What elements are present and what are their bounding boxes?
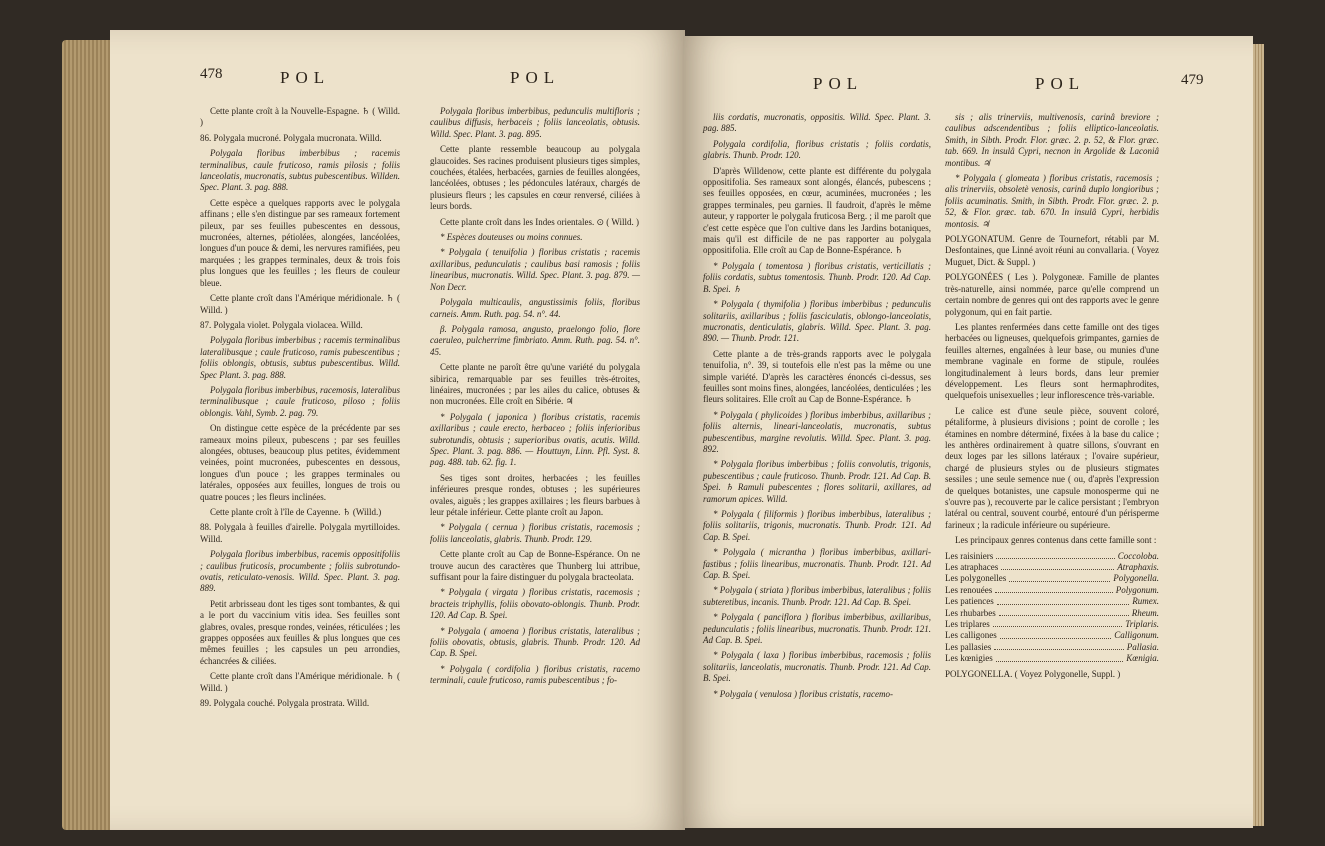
genus-french-name: Les patiences — [945, 596, 994, 607]
right-header-b: POL — [1035, 74, 1086, 93]
genus-latin-name: Kœnigia. — [1126, 653, 1159, 664]
left-col2-paragraph: Cette plante ne paroît être qu'une variété du polygala sibirica, remarquable par ses feuilles très-étroites, linéaires, mucronées ; par les ailes du calice, obtuses & non mucronées. Elle croît en Sibérie. ♃ — [430, 362, 640, 407]
left-col2-paragraph: * Espèces douteuses ou moins connues. — [440, 232, 583, 243]
leader-dots — [999, 608, 1129, 616]
genera-row — [945, 630, 1159, 641]
left-col2-paragraph: Cette plante croît dans les Indes orientales. ⊙ ( Willd. ) — [440, 216, 639, 227]
genera-row — [945, 573, 1159, 584]
genus-french-name: Les atraphaces — [945, 562, 999, 573]
right-col1-paragraph: D'après Willdenow, cette plante est différente du polygala oppositifolia. Ses rameaux sont alongés, élancés, pubescens ; ses feuilles opposées, en cœur, acuminées, mucronées ; les grappes terminales, peu garnies. Il faudroit, d'après le même auteur, y rapporter le polygala fruticosa Berg. ; il me paroît que c'est cette espèce que l'on cultive dans les Jardins botaniques, mais qu'il est difficile de ne pas rapporter au polygala oppositifolia. Elle croît au Cap de Bonne-Espérance. ♄ — [703, 165, 931, 256]
right-column-2 — [945, 112, 1159, 684]
genus-latin-name: Pallasia. — [1126, 641, 1159, 652]
genus-french-name: Les renouées — [945, 584, 993, 595]
leader-dots — [1000, 630, 1112, 638]
right-col1-paragraph: Cette plante a de très-grands rapports avec le polygala tenuifolia, n°. 39, si toutefois elle n'est pas la même ou une simple variété. D'après les caractères énoncés ci-dessus, ses feuilles sont moins fines, alongées, lancéolées, denticulées ; les fleurs solitaires. Elle croît au Cap de Bonne-Espérance. ♄ — [703, 348, 931, 405]
genus-latin-name: Coccoloba. — [1117, 550, 1159, 561]
leader-dots — [995, 585, 1113, 593]
genus-latin-name: Rumex. — [1132, 596, 1159, 607]
right-col1-paragraph: * Polygala ( laxa ) floribus imberbibus, racemosis ; foliis solitariis, lanceolatis, mucronatis. Thunb. Prodr. 121. Ad Cap. B. Spei. — [703, 650, 931, 684]
right-column-1 — [703, 112, 931, 704]
left-header-b: POL — [510, 68, 561, 87]
leader-dots — [1001, 562, 1114, 570]
left-col1-paragraph: Petit arbrisseau dont les tiges sont tombantes, & qui a le port du vaccinium vitis idea. Ses feuilles sont glabres, ovales, presque rondes, veinées, réticulées ; les grappes opposées aux feuilles & plus longues que ces mêmes feuilles ; les capsules un peu arrondies, échancrées & ciliées. — [200, 598, 400, 666]
right-col2-paragraph: Le calice est d'une seule pièce, souvent coloré, pétaliforme, à plusieurs divisions ; point de corolle ; les étamines en nombre déterminé, fixées à la base du calice ; les anthères ordinairement à quatre sillons, s'ouvrant en deux loges par les sillons latéraux ; l'ovaire supérieur, chargé de plusieurs styles ou de plusieurs stigmates sessiles ; une seule semence nue ( ou, d'après l'expression de quelques botanistes, une capsule monosperme qui ne s'ouvre pas ), recouverte par le calice persistant ; l'embryon latéral ou central, souvent courbé, entouré d'un périsperme farineux ; la radicule inférieure ou supérieure. — [945, 405, 1159, 530]
left-col1-paragraph: Cette plante croît à la Nouvelle-Espagne. ♄ ( Willd. ) — [200, 106, 400, 128]
leader-dots — [996, 653, 1123, 661]
left-col1-paragraph: Cette espèce a quelques rapports avec le polygala affinans ; elle s'en distingue par ses rameaux fortement pileux, par ses feuilles pubescentes en dessous, mucronées, alternes, pétiolées, alongées, lancéolées, longues d'un pouce & demi, les nervures ramifiées, peu marquées ; les grappes terminales, deux & trois fois plus longues que les feuilles ; les fleurs de couleur bleue. — [200, 197, 400, 288]
leader-dots — [993, 619, 1122, 627]
right-page-number: 479 — [1181, 72, 1204, 88]
right-col1-paragraph: * Polygala ( striata ) floribus imberbibus, lateralibus ; foliis subteretibus, incanis. Thunb. Prodr. 121. Ad Cap. B. Spei. — [703, 585, 931, 607]
right-col2-paragraph: POLYGONÉES ( Les ). Polygoneæ. Famille de plantes très-naturelle, ainsi nommée, parce qu'elle comprend un certain nombre de genres qui ont des rapports avec le genre polygonum, qui en fait partie. — [945, 272, 1159, 317]
left-col2-paragraph: Ses tiges sont droites, herbacées ; les feuilles inférieures presque rondes, obtuses ; les supérieures ovales, aiguës ; les grappes axillaires ; les fleurs barbues à leur pétale inférieur. Cette plante croît au Japon. — [430, 472, 640, 517]
genus-latin-name: Triplaris. — [1125, 619, 1159, 630]
right-col2-paragraph: * Polygala ( glomeata ) floribus cristatis, racemosis ; alis trinerviis, obsoletè venosis, carinâ duplo longioribus ; foliis acuminatis. Smith, in Sibth. Prodr. Flor. græc. 2. p. 52, & Flor. græc. tab. 670. In insulâ Cypri, herbidis montosis. ♃ — [945, 173, 1159, 229]
leader-dots — [996, 551, 1115, 559]
genus-french-name: Les pallasies — [945, 641, 992, 652]
genus-french-name: Les raisiniers — [945, 550, 994, 561]
right-col2-paragraph: POLYGONATUM. Genre de Tournefort, rétabli par M. Desfontaines, que Linné avoit réuni au convallaria. ( Voyez Muguet, Dict. & Suppl. ) — [945, 234, 1159, 267]
genus-latin-name: Rheum. — [1131, 607, 1159, 618]
left-col1-paragraph: 88. Polygala à feuilles d'airelle. Polygala myrtilloides. Willd. — [200, 522, 400, 544]
genera-row — [945, 585, 1159, 596]
genera-row — [945, 608, 1159, 619]
genus-french-name: Les calligones — [945, 630, 997, 641]
right-col1-paragraph: * Polygala ( phylicoides ) floribus imberbibus, axillaribus ; foliis alternis, lineari-lanceolatis, mucronatis, subtus pubescentibus, margine revolutis. Willd. Spec. Plant. 3. pag. 892. — [703, 409, 931, 454]
left-col1-paragraph: 89. Polygala couché. Polygala prostrata. Willd. — [200, 698, 370, 709]
right-page — [683, 36, 1253, 828]
right-header-a: POL — [813, 74, 864, 93]
left-col1-paragraph: Polygala floribus imberbibus, racemis oppositifoliis ; caulibus fruticosis, procumbente ; foliis subrotundo-ovatis, reticulato-venosis. Willd. Spec. Plant. 3. pag. 889. — [200, 549, 400, 594]
right-col1-paragraph: * Polygala ( filiformis ) floribus imberbibus, lateralibus ; foliis solitariis, trigonis, mucronatis. Thunb. Prodr. 121. Ad Cap. B. Spei. — [703, 509, 931, 542]
left-col1-paragraph: On distingue cette espèce de la précédente par ses rameaux moins pileux, pubescens ; par ses feuilles alongées, obtuses, beaucoup plus petites, évidemment veinées, point mucronées, pubescentes en dessous, longues d'un pouce ; les grappes terminales ou latérales, opposées aux feuilles, longues de trois ou quatre pouces ; les fleurs inclinées. — [200, 423, 400, 502]
genera-row — [945, 551, 1159, 562]
left-col1-paragraph: Cette plante croît dans l'Amérique méridionale. ♄ ( Willd. ) — [200, 671, 400, 693]
left-col2-paragraph: * Polygala ( amoena ) floribus cristatis, lateralibus ; foliis obovatis, obtusis, glabris. Thunb. Prodr. 120. Ad Cap. B. Spei. — [430, 625, 640, 659]
right-col1-paragraph: * Polygala ( panciflora ) floribus imberbibus, axillaribus, pedunculatis ; foliis linearibus, mucronatis. Thunb. Prodr. 121. Ad Cap. B. Spei. — [703, 612, 931, 646]
genus-french-name: Les triplares — [945, 619, 990, 630]
left-col2-paragraph: β. Polygala ramosa, angusto, praelongo folio, flore caeruleo, pulcherrime fimbriato. Amm. Ruth. pag. 54. n°. 45. — [430, 323, 640, 357]
left-col2-paragraph: * Polygala ( virgata ) floribus cristatis, racemosis ; bracteis triphyllis, foliis obovato-oblongis. Thunb. Prodr. 120. Ad Cap. B. Spei. — [430, 587, 640, 621]
left-col2-paragraph: * Polygala ( cernua ) floribus cristatis, racemosis ; foliis lanceolatis, glabris. Thunb. Prodr. 129. — [430, 522, 640, 544]
right-col1-paragraph: liis cordatis, mucronatis, oppositis. Willd. Spec. Plant. 3. pag. 885. — [703, 112, 931, 134]
left-col2-paragraph: Cette plante ressemble beaucoup au polygala glaucoides. Ses racines produisent plusieurs tiges simples, couchées, étalées, herbacées, garnies de feuilles alongées, lancéolées, obtuses ; les pédoncules latéraux, chargés de plusieurs fleurs ; les capsules en cœur renversé, ciliées à leurs bords. — [430, 144, 640, 212]
left-col1-paragraph: Cette plante croît dans l'Amérique méridionale. ♄ ( Willd. ) — [200, 293, 400, 315]
polygonella-entry: POLYGONELLA. ( Voyez Polygonelle, Suppl. ) — [945, 668, 1121, 679]
genus-latin-name: Calligonum. — [1114, 630, 1159, 641]
left-page — [110, 30, 685, 830]
left-column-2 — [430, 106, 640, 691]
left-page-number: 478 — [200, 66, 223, 82]
right-col2-paragraph: sis ; alis trinerviis, multivenosis, carinâ breviore ; caulibus adscendentibus ; foliis elliptico-lanceolatis. Smith, in Sibth. Prodr. Flor. græc. 2. p. 52, & Flor. græc. tab. 669. In insulâ Cypri, necnon in Argolide & Laconiâ montibus. ♃ — [945, 112, 1159, 168]
genera-row — [945, 596, 1159, 607]
right-col1-paragraph: * Polygala ( micrantha ) floribus imberbibus, axillari-fastibus ; foliis linearibus, mucronatis. Thunb. Prodr. 121. Ad Cap. B. Spei. — [703, 547, 931, 581]
leader-dots — [997, 596, 1130, 604]
left-col1-paragraph: Cette plante croît à l'île de Cayenne. ♄ (Willd.) — [210, 507, 382, 517]
genus-latin-name: Polygonella. — [1113, 573, 1159, 584]
left-col2-paragraph: Polygala multicaulis, angustissimis foliis, floribus carneis. Amm. Ruth. pag. 54. n°. 44. — [430, 297, 640, 319]
left-col1-paragraph: 87. Polygala violet. Polygala violacea. Willd. — [200, 319, 363, 330]
left-col2-paragraph: * Polygala ( cordifolia ) floribus cristatis, racemo terminali, caule fruticoso, ramis pubescentibus ; fo- — [430, 663, 640, 686]
left-col2-paragraph: Cette plante croît au Cap de Bonne-Espérance. On ne trouve aucun des caractères que Thunberg lui attribue, suffisant pour la faire distinguer du polygala bracteolata. — [430, 549, 640, 583]
right-col1-paragraph: * Polygala floribus imberbibus ; foliis convolutis, trigonis, pubescentibus ; caule fruticoso. Thunb. Prodr. 121. Ad Cap. B. Spei. ♄ Ramuli pubescentes ; flores solitarii, axillares, ad ramorum apices. Willd. — [703, 459, 931, 504]
genus-french-name: Les kœnigies — [945, 653, 993, 664]
genus-french-name: Les polygonelles — [945, 573, 1007, 584]
left-col2-paragraph: Polygala floribus imberbibus, pedunculis multifloris ; caulibus diffusis, herbaceis ; foliis lanceolatis, obtusis. Willd. Spec. Plant. 3. pag. 895. — [430, 106, 640, 139]
genus-french-name: Les rhubarbes — [945, 607, 996, 618]
right-col2-paragraph: Les plantes renfermées dans cette famille ont des tiges herbacées ou ligneuses, quelquefois grimpantes, garnies de feuilles alternes, engaînées à leur base, ou munies d'une membrane vaginale en forme de stipule, roulées longitudinalement à leurs bords, dans leur premier développement. Les fleurs sont hermaphrodites, quelquefois unisexuelles ; leur inflorescence très-variable. — [945, 321, 1159, 401]
leader-dots — [1009, 573, 1110, 581]
right-col2-paragraph: Les principaux genres contenus dans cette famille sont : — [955, 535, 1157, 546]
right-col1-paragraph: Polygala cordifolia, floribus cristatis ; foliis cordatis, glabris. Thunb. Prodr. 120. — [703, 138, 931, 161]
left-col1-paragraph: Polygala floribus imberbibus, racemosis, lateralibus terminalibusque ; caule fruticoso, piloso ; foliis oblongis. Vahl, Symb. 2. pag. 79. — [200, 384, 400, 418]
left-header-a: POL — [280, 68, 331, 87]
genus-latin-name: Polygonum. — [1115, 584, 1159, 595]
left-col2-paragraph: * Polygala ( tenuifolia ) floribus cristatis ; racemis axillaribus, pedunculatis ; caulibus basi ramosis ; foliis linearibus, mucronatis. Willd. Spec. Plant. 3. pag. 879. — Non Decr. — [430, 247, 640, 292]
genera-row — [945, 642, 1159, 653]
genera-row — [945, 562, 1159, 573]
genera-list — [945, 551, 1159, 665]
right-col1-paragraph: * Polygala ( tomentosa ) floribus cristatis, verticillatis ; foliis cordatis, subtus tomentosis. Thunb. Prodr. 120. Ad Cap. B. Spei. ♄ — [703, 260, 931, 294]
genera-row — [945, 619, 1159, 630]
right-col1-paragraph: * Polygala ( thymifolia ) floribus imberbibus ; pedunculis solitariis, axillaribus ; foliis fasciculatis, oblongo-lanceolatis, mucronatis, denticulatis, glabris. Willd. Spec. Plant. 3. pag. 890. — Thunb. Prodr. 121. — [703, 299, 931, 344]
book-edge-left — [62, 40, 114, 830]
left-column-1 — [200, 106, 400, 714]
left-col1-paragraph: Polygala floribus imberbibus ; racemis terminalibus lateralibusque ; caule fruticoso, ramis pubescentibus ; foliis oblongis, obtusis, subtus pubescentibus. Willd. Spec Plant. 3. pag. 888. — [200, 335, 400, 380]
genus-latin-name: Atraphaxis. — [1117, 562, 1159, 573]
genera-row — [945, 653, 1159, 664]
left-col1-paragraph: Polygala floribus imberbibus ; racemis terminalibus, caule fruticoso, ramis pilosis ; foliis lanceolatis, mucronatis, subtus pubescentibus. Willden. Spec. Plant. 3. pag. 888. — [200, 148, 400, 193]
left-col1-paragraph: 86. Polygala mucroné. Polygala mucronata. Willd. — [200, 132, 382, 143]
right-col1-paragraph: * Polygala ( venulosa ) floribus cristatis, racemo- — [713, 688, 893, 699]
leader-dots — [994, 642, 1123, 650]
left-col2-paragraph: * Polygala ( japonica ) floribus cristatis, racemis axillaribus ; caule erecto, herbaceo ; foliis inferioribus subrotundis, obtusis ; superioribus ovatis, acutis. Willd. Spec. Plant. 3. pag. 886. — Houttuyn, Linn. Pfl. Syst. 8. pag. 488. tab. 62. fig. 1. — [430, 411, 640, 468]
